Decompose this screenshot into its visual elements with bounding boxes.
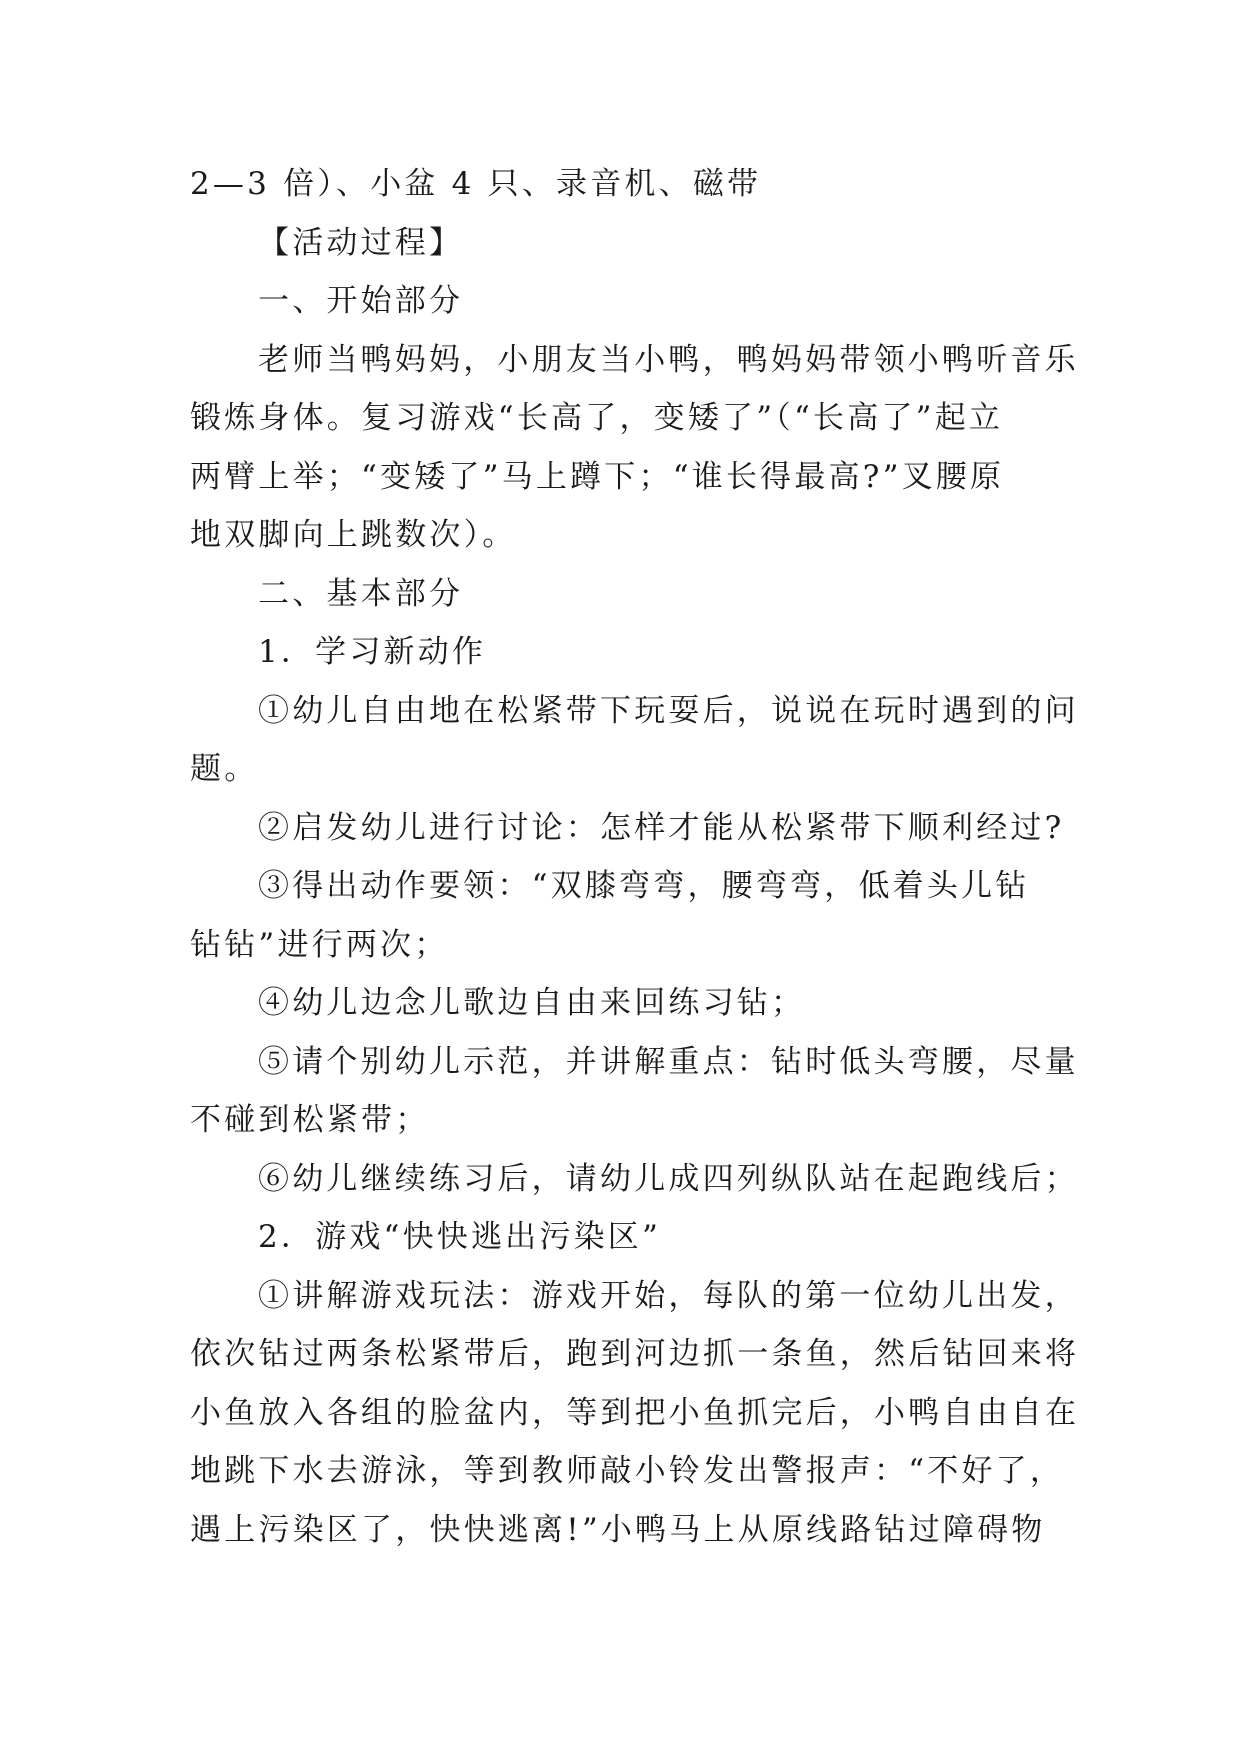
section-heading: 一、开始部分: [258, 283, 464, 319]
paragraph-line: 题。: [190, 751, 259, 787]
paragraph-line: ②启发幼儿进行讨论：怎样才能从松紧带下顺利经过?: [258, 809, 1065, 846]
paragraph-line: 地跳下水去游泳，等到教师敲小铃发出警报声：“不好了，: [190, 1453, 1065, 1489]
paragraph-line: ⑤请个别幼儿示范，并讲解重点：钻时低头弯腰，尽量: [258, 1043, 1079, 1080]
subsection-heading: 2．游戏“快快逃出污染区”: [258, 1219, 662, 1255]
paragraph-line: 依次钻过两条松紧带后，跑到河边抓一条鱼，然后钻回来将: [190, 1336, 1080, 1372]
paragraph-line: 地双脚向上跳数次）。: [190, 517, 517, 553]
paragraph-line: ④幼儿边念儿歌边自由来回练习钻；: [258, 985, 806, 1021]
text-line: 2—3 倍）、小盆 4 只、录音机、磁带: [190, 166, 762, 202]
paragraph-line: 遇上污染区了，快快逃离!”小鸭马上从原线路钻过障碍物: [190, 1511, 1046, 1548]
paragraph-line: ③得出动作要领：“双膝弯弯，腰弯弯，低着头儿钻: [258, 868, 1030, 904]
section-heading: 【活动过程】: [258, 224, 464, 261]
paragraph-line: 两臂上举；“变矮了”马上蹲下；“谁长得最高?”叉腰原: [190, 458, 1005, 495]
subsection-heading: 1．学习新动作: [258, 634, 487, 670]
paragraph-line: 老师当鸭妈妈，小朋友当小鸭，鸭妈妈带领小鸭听音乐: [258, 341, 1079, 378]
paragraph-line: ①讲解游戏玩法：游戏开始，每队的第一位幼儿出发，: [258, 1277, 1079, 1314]
paragraph-line: ⑥幼儿继续练习后，请幼儿成四列纵队站在起跑线后；: [258, 1160, 1079, 1197]
paragraph-line: 钻钻”进行两次；: [190, 926, 449, 963]
section-heading: 二、基本部分: [258, 575, 464, 612]
document-body: [190, 155, 1080, 1559]
paragraph-line: 小鱼放入各组的脸盆内，等到把小鱼抓完后，小鸭自由自在: [190, 1394, 1080, 1431]
paragraph-line: 不碰到松紧带；: [190, 1102, 430, 1138]
paragraph-line: 锻炼身体。复习游戏“长高了，变矮了”（“长高了”起立: [190, 400, 1004, 436]
paragraph-line: ①幼儿自由地在松紧带下玩耍后，说说在玩时遇到的问: [258, 692, 1079, 729]
